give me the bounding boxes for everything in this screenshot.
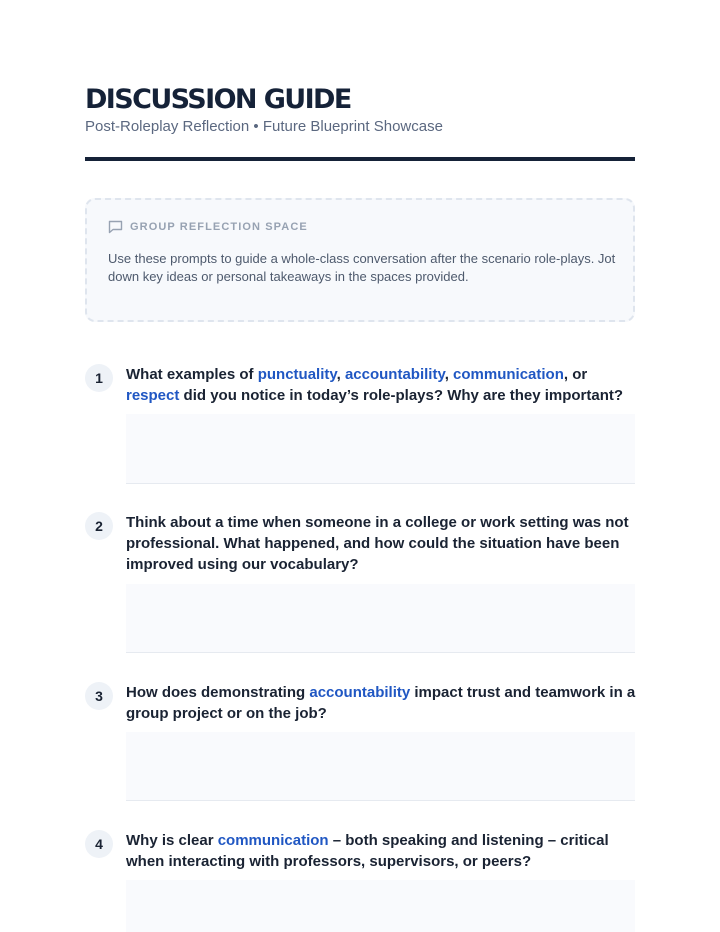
- question-text-part: – both speaking and listening – critical when interacting with professors, supervisors, or peers?: [126, 832, 609, 870]
- header-divider: [85, 157, 635, 161]
- question-text-part: Why is clear: [126, 832, 218, 849]
- keyword-communication: communication: [217, 832, 329, 849]
- question-text-part: did you notice in today’s role-plays? Why are they important?: [179, 387, 624, 404]
- question-text-part: ,: [336, 366, 345, 383]
- keyword-punctuality: punctuality: [257, 366, 337, 383]
- keyword-respect: respect: [126, 387, 180, 404]
- answer-space[interactable]: [126, 584, 635, 653]
- question-text-part: ,: [444, 366, 454, 383]
- question-text: [126, 512, 636, 575]
- question-text: [126, 364, 636, 406]
- question-text: [126, 830, 636, 872]
- question-text-part: What examples of: [126, 366, 258, 383]
- answer-space[interactable]: [126, 880, 635, 932]
- group-reflection-box: [85, 198, 635, 322]
- page-subtitle: Post-Roleplay Reflection • Future Blueprint Showcase: [85, 118, 443, 135]
- keyword-accountability: accountability: [344, 366, 445, 383]
- question-number-badge: 2: [85, 512, 113, 540]
- question-text-part: , or: [563, 366, 588, 383]
- chat-bubble-icon: [108, 220, 123, 234]
- question-number-badge: 3: [85, 682, 113, 710]
- question-text: [126, 682, 636, 724]
- answer-space[interactable]: [126, 732, 635, 801]
- keyword-communication: communication: [453, 366, 564, 383]
- reflection-label: GROUP REFLECTION SPACE: [130, 221, 308, 233]
- reflection-header: [108, 220, 308, 234]
- question-text-part: How does demonstrating: [126, 684, 310, 701]
- reflection-instructions: Use these prompts to guide a whole-class conversation after the scenario role-plays. Jot down key ideas or personal takeaways in the spaces provided.: [108, 251, 616, 284]
- answer-space[interactable]: [126, 414, 635, 484]
- question-text-part: impact trust and teamwork in a group project or on the job?: [126, 684, 636, 722]
- page-title: DISCUSSION GUIDE: [85, 84, 351, 115]
- keyword-accountability: accountability: [309, 684, 411, 701]
- question-number-badge: 4: [85, 830, 113, 858]
- question-number-badge: 1: [85, 364, 113, 392]
- question-text-part: Think about a time when someone in a college or work setting was not professional. What happened, and how could the situation have been improved using our vocabulary?: [126, 514, 629, 573]
